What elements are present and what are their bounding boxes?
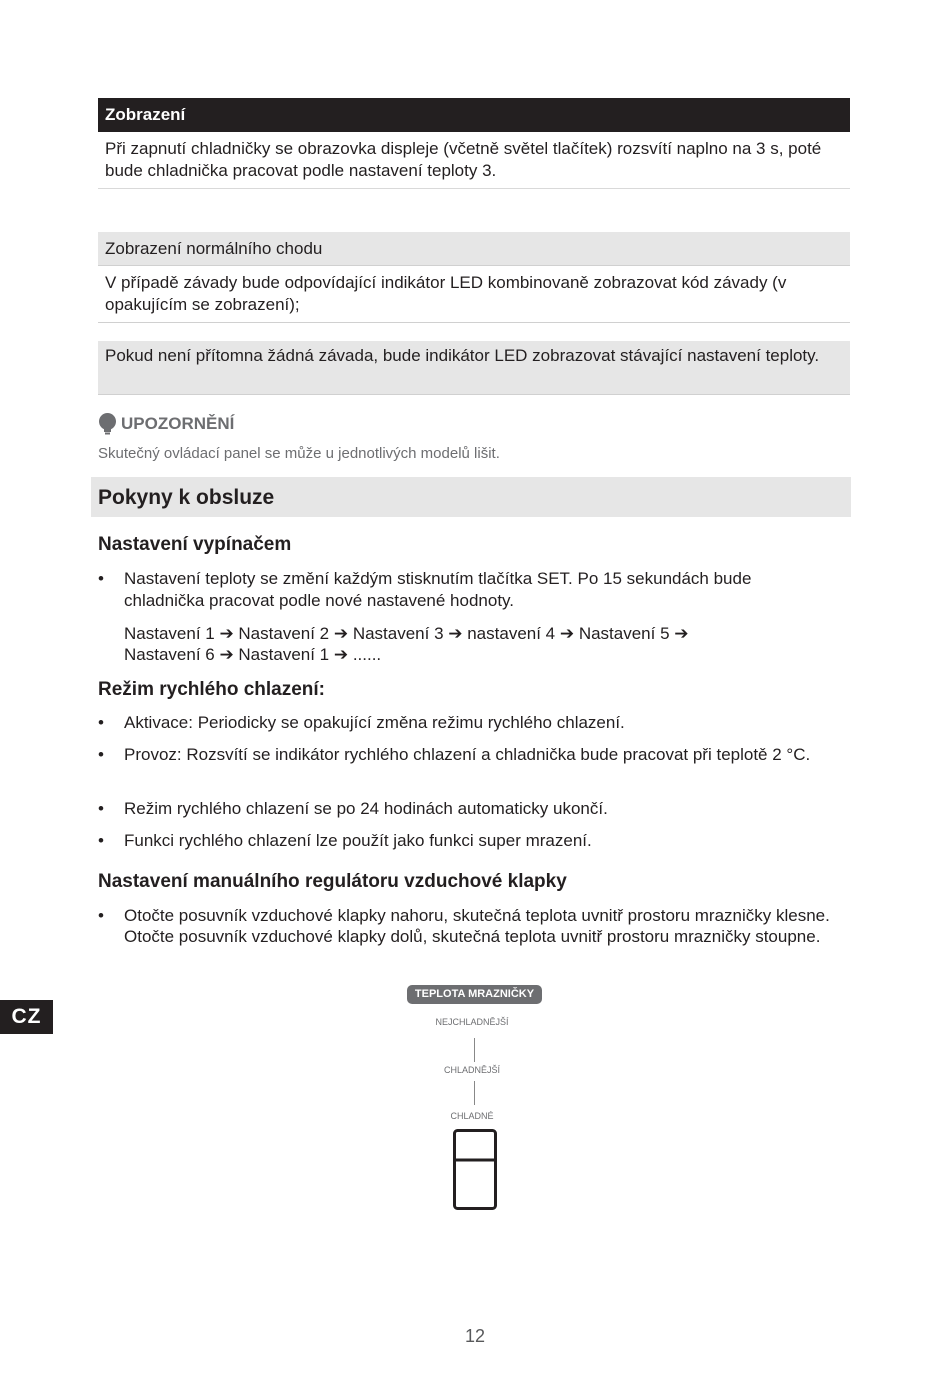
- bullet-symbol: •: [98, 713, 104, 732]
- bullet-symbol: •: [98, 906, 104, 925]
- scale-line: [474, 1081, 475, 1105]
- damper-heading: Nastavení manuálního regulátoru vzduchové klapky: [98, 871, 567, 892]
- quick-cool-bullet-text: Provoz: Rozsvítí se indikátor rychlého chlazení a chladnička bude pracovat při teplotě 2 °C.: [124, 745, 811, 764]
- warning-title-text: UPOZORNĚNÍ: [121, 414, 235, 433]
- damper-bullet: [98, 905, 838, 947]
- quick-cool-bullet: [98, 712, 838, 734]
- level-colder-label: CHLADNĚJŠÍ: [443, 1065, 500, 1075]
- section-title: Pokyny k obsluze: [91, 477, 851, 517]
- switch-setting-heading: Nastavení vypínačem: [98, 534, 292, 555]
- switch-setting-bullet-line1: Nastavení teploty se změní každým stisknutím tlačítka SET. Po 15 sekundách bude: [124, 569, 752, 588]
- setting-sequence-line2: Nastavení 6 ➔ Nastavení 1 ➔ ......: [124, 645, 382, 664]
- freezer-temperature-label: TEPLOTA MRAZNIČKY: [407, 985, 542, 1004]
- bullet-symbol: •: [98, 799, 104, 818]
- quick-cool-bullet: [98, 798, 838, 820]
- display-table-body: Při zapnutí chladničky se obrazovka displeje (včetně světel tlačítek) rozsvítí naplno na 3 s, poté bude chladnička pracovat podle nastavení teploty 3.: [98, 135, 850, 189]
- normal-table-header: Zobrazení normálního chodu: [98, 232, 850, 266]
- switch-setting-bullet: [98, 568, 838, 612]
- damper-bullet-text: Otočte posuvník vzduchové klapky nahoru, skutečná teplota uvnitř prostoru mrazničky klesne. Otočte posuvník vzduchové klapky dolů, skutečná teplota uvnitř prostoru mrazničky stoupne.: [124, 906, 830, 946]
- language-tab: CZ: [0, 1000, 53, 1034]
- switch-setting-bullet-line2: chladnička pracovat podle nové nastavené hodnoty.: [124, 591, 515, 610]
- normal-table-row-nofault: Pokud není přítomna žádná závada, bude indikátor LED zobrazovat stávající nastavení teploty.: [98, 341, 850, 395]
- quick-cool-heading: Režim rychlého chlazení:: [98, 679, 326, 700]
- quick-cool-bullet-text: Aktivace: Periodicky se opakující změna režimu rychlého chlazení.: [124, 713, 625, 732]
- quick-cool-bullet-text: Funkci rychlého chlazení lze použít jako funkci super mrazení.: [124, 831, 592, 850]
- bullet-symbol: •: [98, 831, 104, 850]
- bullet-symbol: •: [98, 569, 104, 588]
- level-coldest-label: NEJCHLADNĚJŠÍ: [435, 1017, 509, 1027]
- setting-sequence: [124, 623, 824, 665]
- warning-title: [98, 412, 234, 436]
- level-cold-label: CHLADNÉ: [450, 1111, 494, 1121]
- warning-text: Skutečný ovládací panel se může u jednotlivých modelů lišit.: [98, 445, 500, 462]
- bullet-symbol: •: [98, 745, 104, 764]
- quick-cool-bullet: [98, 830, 838, 852]
- quick-cool-bullet: [98, 744, 838, 766]
- setting-sequence-line1: Nastavení 1 ➔ Nastavení 2 ➔ Nastavení 3 ➔ nastavení 4 ➔ Nastavení 5 ➔: [124, 624, 689, 643]
- fridge-icon: [453, 1129, 497, 1210]
- quick-cool-bullet-text: Režim rychlého chlazení se po 24 hodinách automaticky ukončí.: [124, 799, 608, 818]
- page-number: 12: [464, 1326, 486, 1346]
- lightbulb-icon: [98, 413, 117, 435]
- scale-line: [474, 1038, 475, 1062]
- normal-table-row-fault: V případě závady bude odpovídající indikátor LED kombinovaně zobrazovat kód závady (v opakujícím se zobrazení);: [98, 268, 850, 323]
- display-table-header: Zobrazení: [98, 98, 850, 132]
